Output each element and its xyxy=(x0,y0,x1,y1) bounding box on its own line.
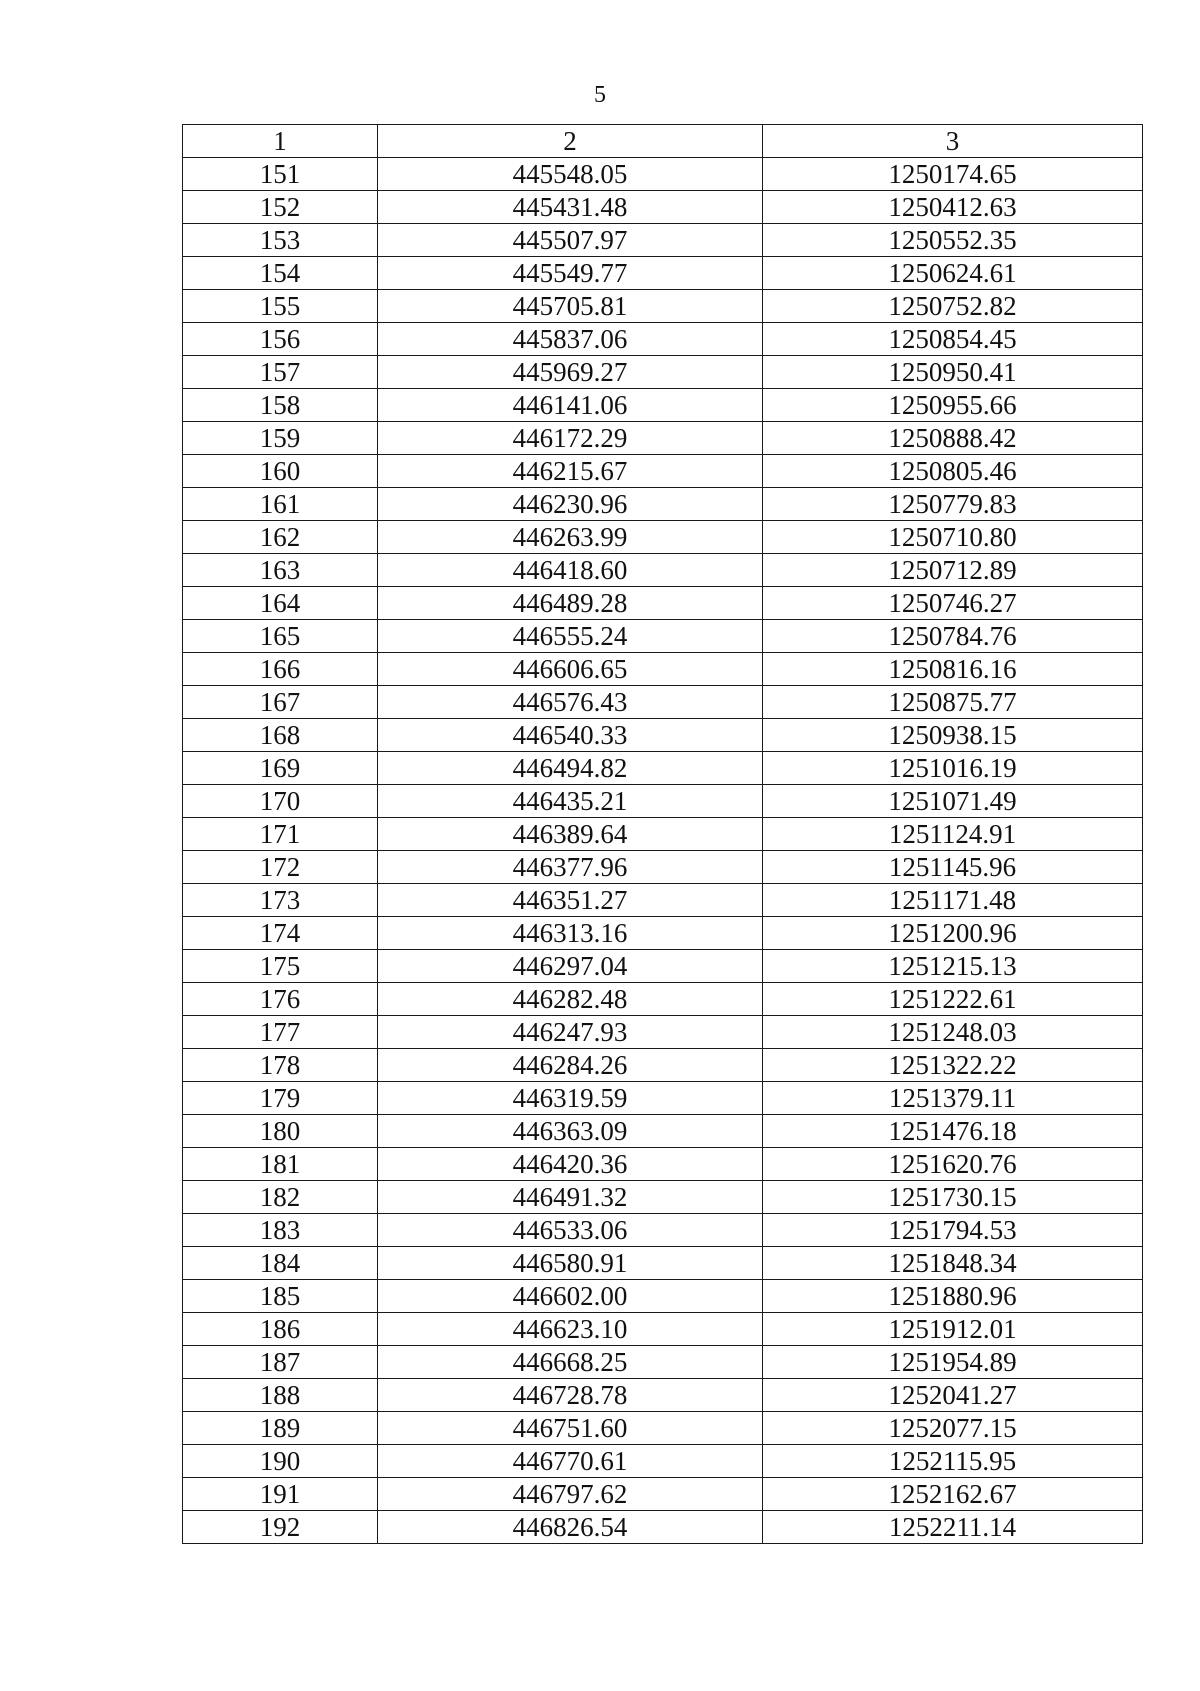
y-coordinate-cell: 1251954.89 xyxy=(763,1346,1143,1379)
point-number-cell: 155 xyxy=(183,290,378,323)
table-row xyxy=(183,719,1143,752)
point-number-cell: 166 xyxy=(183,653,378,686)
table-row xyxy=(183,686,1143,719)
point-number-cell: 181 xyxy=(183,1148,378,1181)
x-coordinate-cell: 446491.32 xyxy=(378,1181,763,1214)
y-coordinate-cell: 1250710.80 xyxy=(763,521,1143,554)
table-row xyxy=(183,1148,1143,1181)
table-row xyxy=(183,224,1143,257)
x-coordinate-cell: 446297.04 xyxy=(378,950,763,983)
table-row xyxy=(183,983,1143,1016)
x-coordinate-cell: 446623.10 xyxy=(378,1313,763,1346)
point-number-cell: 161 xyxy=(183,488,378,521)
table-row xyxy=(183,158,1143,191)
point-number-cell: 192 xyxy=(183,1511,378,1544)
table-row xyxy=(183,521,1143,554)
table-row xyxy=(183,752,1143,785)
point-number-cell: 182 xyxy=(183,1181,378,1214)
y-coordinate-cell: 1251215.13 xyxy=(763,950,1143,983)
point-number-cell: 158 xyxy=(183,389,378,422)
table-row xyxy=(183,488,1143,521)
point-number-cell: 170 xyxy=(183,785,378,818)
y-coordinate-cell: 1250784.76 xyxy=(763,620,1143,653)
y-coordinate-cell: 1250712.89 xyxy=(763,554,1143,587)
point-number-cell: 174 xyxy=(183,917,378,950)
table-body xyxy=(183,158,1143,1544)
table-row xyxy=(183,1379,1143,1412)
table-row xyxy=(183,587,1143,620)
y-coordinate-cell: 1250552.35 xyxy=(763,224,1143,257)
x-coordinate-cell: 446313.16 xyxy=(378,917,763,950)
table-row xyxy=(183,1016,1143,1049)
y-coordinate-cell: 1250950.41 xyxy=(763,356,1143,389)
point-number-cell: 171 xyxy=(183,818,378,851)
x-coordinate-cell: 445837.06 xyxy=(378,323,763,356)
table-row xyxy=(183,851,1143,884)
column-header-2: 2 xyxy=(378,125,763,158)
x-coordinate-cell: 446576.43 xyxy=(378,686,763,719)
column-header-1: 1 xyxy=(183,125,378,158)
x-coordinate-cell: 446282.48 xyxy=(378,983,763,1016)
x-coordinate-cell: 446555.24 xyxy=(378,620,763,653)
point-number-cell: 154 xyxy=(183,257,378,290)
y-coordinate-cell: 1252162.67 xyxy=(763,1478,1143,1511)
x-coordinate-cell: 446215.67 xyxy=(378,455,763,488)
point-number-cell: 189 xyxy=(183,1412,378,1445)
table-row xyxy=(183,1115,1143,1148)
x-coordinate-cell: 446247.93 xyxy=(378,1016,763,1049)
y-coordinate-cell: 1250938.15 xyxy=(763,719,1143,752)
y-coordinate-cell: 1250875.77 xyxy=(763,686,1143,719)
x-coordinate-cell: 446533.06 xyxy=(378,1214,763,1247)
table-row xyxy=(183,422,1143,455)
point-number-cell: 164 xyxy=(183,587,378,620)
y-coordinate-cell: 1251620.76 xyxy=(763,1148,1143,1181)
point-number-cell: 156 xyxy=(183,323,378,356)
y-coordinate-cell: 1252211.14 xyxy=(763,1511,1143,1544)
point-number-cell: 185 xyxy=(183,1280,378,1313)
y-coordinate-cell: 1252115.95 xyxy=(763,1445,1143,1478)
table-row xyxy=(183,455,1143,488)
table-row xyxy=(183,1214,1143,1247)
x-coordinate-cell: 446668.25 xyxy=(378,1346,763,1379)
table-row xyxy=(183,884,1143,917)
point-number-cell: 191 xyxy=(183,1478,378,1511)
x-coordinate-cell: 446489.28 xyxy=(378,587,763,620)
point-number-cell: 169 xyxy=(183,752,378,785)
point-number-cell: 187 xyxy=(183,1346,378,1379)
y-coordinate-cell: 1250752.82 xyxy=(763,290,1143,323)
x-coordinate-cell: 446826.54 xyxy=(378,1511,763,1544)
point-number-cell: 184 xyxy=(183,1247,378,1280)
y-coordinate-cell: 1250805.46 xyxy=(763,455,1143,488)
table-header-row xyxy=(183,125,1143,158)
point-number-cell: 172 xyxy=(183,851,378,884)
y-coordinate-cell: 1251222.61 xyxy=(763,983,1143,1016)
x-coordinate-cell: 446351.27 xyxy=(378,884,763,917)
x-coordinate-cell: 446540.33 xyxy=(378,719,763,752)
point-number-cell: 190 xyxy=(183,1445,378,1478)
table-row xyxy=(183,356,1143,389)
x-coordinate-cell: 445549.77 xyxy=(378,257,763,290)
y-coordinate-cell: 1251476.18 xyxy=(763,1115,1143,1148)
y-coordinate-cell: 1250779.83 xyxy=(763,488,1143,521)
table-row xyxy=(183,818,1143,851)
y-coordinate-cell: 1251145.96 xyxy=(763,851,1143,884)
point-number-cell: 173 xyxy=(183,884,378,917)
y-coordinate-cell: 1250888.42 xyxy=(763,422,1143,455)
x-coordinate-cell: 446172.29 xyxy=(378,422,763,455)
y-coordinate-cell: 1251912.01 xyxy=(763,1313,1143,1346)
point-number-cell: 178 xyxy=(183,1049,378,1082)
table-row xyxy=(183,653,1143,686)
x-coordinate-cell: 445705.81 xyxy=(378,290,763,323)
point-number-cell: 159 xyxy=(183,422,378,455)
y-coordinate-cell: 1251248.03 xyxy=(763,1016,1143,1049)
x-coordinate-cell: 446389.64 xyxy=(378,818,763,851)
point-number-cell: 175 xyxy=(183,950,378,983)
table-row xyxy=(183,257,1143,290)
coordinates-table xyxy=(182,124,1143,1544)
table-row xyxy=(183,1049,1143,1082)
table-row xyxy=(183,389,1143,422)
x-coordinate-cell: 446580.91 xyxy=(378,1247,763,1280)
x-coordinate-cell: 446319.59 xyxy=(378,1082,763,1115)
point-number-cell: 183 xyxy=(183,1214,378,1247)
point-number-cell: 179 xyxy=(183,1082,378,1115)
y-coordinate-cell: 1251171.48 xyxy=(763,884,1143,917)
point-number-cell: 151 xyxy=(183,158,378,191)
x-coordinate-cell: 445431.48 xyxy=(378,191,763,224)
table-row xyxy=(183,620,1143,653)
table-row xyxy=(183,950,1143,983)
x-coordinate-cell: 446141.06 xyxy=(378,389,763,422)
point-number-cell: 165 xyxy=(183,620,378,653)
point-number-cell: 167 xyxy=(183,686,378,719)
x-coordinate-cell: 446230.96 xyxy=(378,488,763,521)
point-number-cell: 157 xyxy=(183,356,378,389)
table-row xyxy=(183,323,1143,356)
point-number-cell: 168 xyxy=(183,719,378,752)
table-row xyxy=(183,554,1143,587)
table-row xyxy=(183,1511,1143,1544)
y-coordinate-cell: 1251730.15 xyxy=(763,1181,1143,1214)
x-coordinate-cell: 446363.09 xyxy=(378,1115,763,1148)
table-row xyxy=(183,785,1143,818)
y-coordinate-cell: 1251794.53 xyxy=(763,1214,1143,1247)
x-coordinate-cell: 446418.60 xyxy=(378,554,763,587)
table-row xyxy=(183,1346,1143,1379)
y-coordinate-cell: 1250174.65 xyxy=(763,158,1143,191)
table-row xyxy=(183,1280,1143,1313)
point-number-cell: 153 xyxy=(183,224,378,257)
y-coordinate-cell: 1251848.34 xyxy=(763,1247,1143,1280)
y-coordinate-cell: 1251124.91 xyxy=(763,818,1143,851)
table-row xyxy=(183,1082,1143,1115)
point-number-cell: 162 xyxy=(183,521,378,554)
table-row xyxy=(183,1445,1143,1478)
table-row xyxy=(183,290,1143,323)
y-coordinate-cell: 1250412.63 xyxy=(763,191,1143,224)
x-coordinate-cell: 446284.26 xyxy=(378,1049,763,1082)
x-coordinate-cell: 446263.99 xyxy=(378,521,763,554)
table-row xyxy=(183,1412,1143,1445)
x-coordinate-cell: 446494.82 xyxy=(378,752,763,785)
x-coordinate-cell: 446602.00 xyxy=(378,1280,763,1313)
point-number-cell: 177 xyxy=(183,1016,378,1049)
x-coordinate-cell: 446770.61 xyxy=(378,1445,763,1478)
y-coordinate-cell: 1250624.61 xyxy=(763,257,1143,290)
y-coordinate-cell: 1251880.96 xyxy=(763,1280,1143,1313)
point-number-cell: 180 xyxy=(183,1115,378,1148)
x-coordinate-cell: 445548.05 xyxy=(378,158,763,191)
point-number-cell: 186 xyxy=(183,1313,378,1346)
x-coordinate-cell: 446606.65 xyxy=(378,653,763,686)
table-row xyxy=(183,1478,1143,1511)
x-coordinate-cell: 445969.27 xyxy=(378,356,763,389)
x-coordinate-cell: 446797.62 xyxy=(378,1478,763,1511)
y-coordinate-cell: 1251379.11 xyxy=(763,1082,1143,1115)
table-row xyxy=(183,191,1143,224)
y-coordinate-cell: 1250746.27 xyxy=(763,587,1143,620)
y-coordinate-cell: 1250854.45 xyxy=(763,323,1143,356)
x-coordinate-cell: 446420.36 xyxy=(378,1148,763,1181)
x-coordinate-cell: 446728.78 xyxy=(378,1379,763,1412)
y-coordinate-cell: 1252041.27 xyxy=(763,1379,1143,1412)
y-coordinate-cell: 1251322.22 xyxy=(763,1049,1143,1082)
point-number-cell: 160 xyxy=(183,455,378,488)
y-coordinate-cell: 1251200.96 xyxy=(763,917,1143,950)
y-coordinate-cell: 1252077.15 xyxy=(763,1412,1143,1445)
y-coordinate-cell: 1251016.19 xyxy=(763,752,1143,785)
x-coordinate-cell: 446435.21 xyxy=(378,785,763,818)
page-number: 5 xyxy=(594,82,606,108)
point-number-cell: 188 xyxy=(183,1379,378,1412)
table-row xyxy=(183,1247,1143,1280)
x-coordinate-cell: 446377.96 xyxy=(378,851,763,884)
column-header-3: 3 xyxy=(763,125,1143,158)
point-number-cell: 163 xyxy=(183,554,378,587)
y-coordinate-cell: 1250955.66 xyxy=(763,389,1143,422)
point-number-cell: 152 xyxy=(183,191,378,224)
x-coordinate-cell: 446751.60 xyxy=(378,1412,763,1445)
table-row xyxy=(183,917,1143,950)
x-coordinate-cell: 445507.97 xyxy=(378,224,763,257)
table-row xyxy=(183,1181,1143,1214)
y-coordinate-cell: 1251071.49 xyxy=(763,785,1143,818)
point-number-cell: 176 xyxy=(183,983,378,1016)
y-coordinate-cell: 1250816.16 xyxy=(763,653,1143,686)
table-row xyxy=(183,1313,1143,1346)
